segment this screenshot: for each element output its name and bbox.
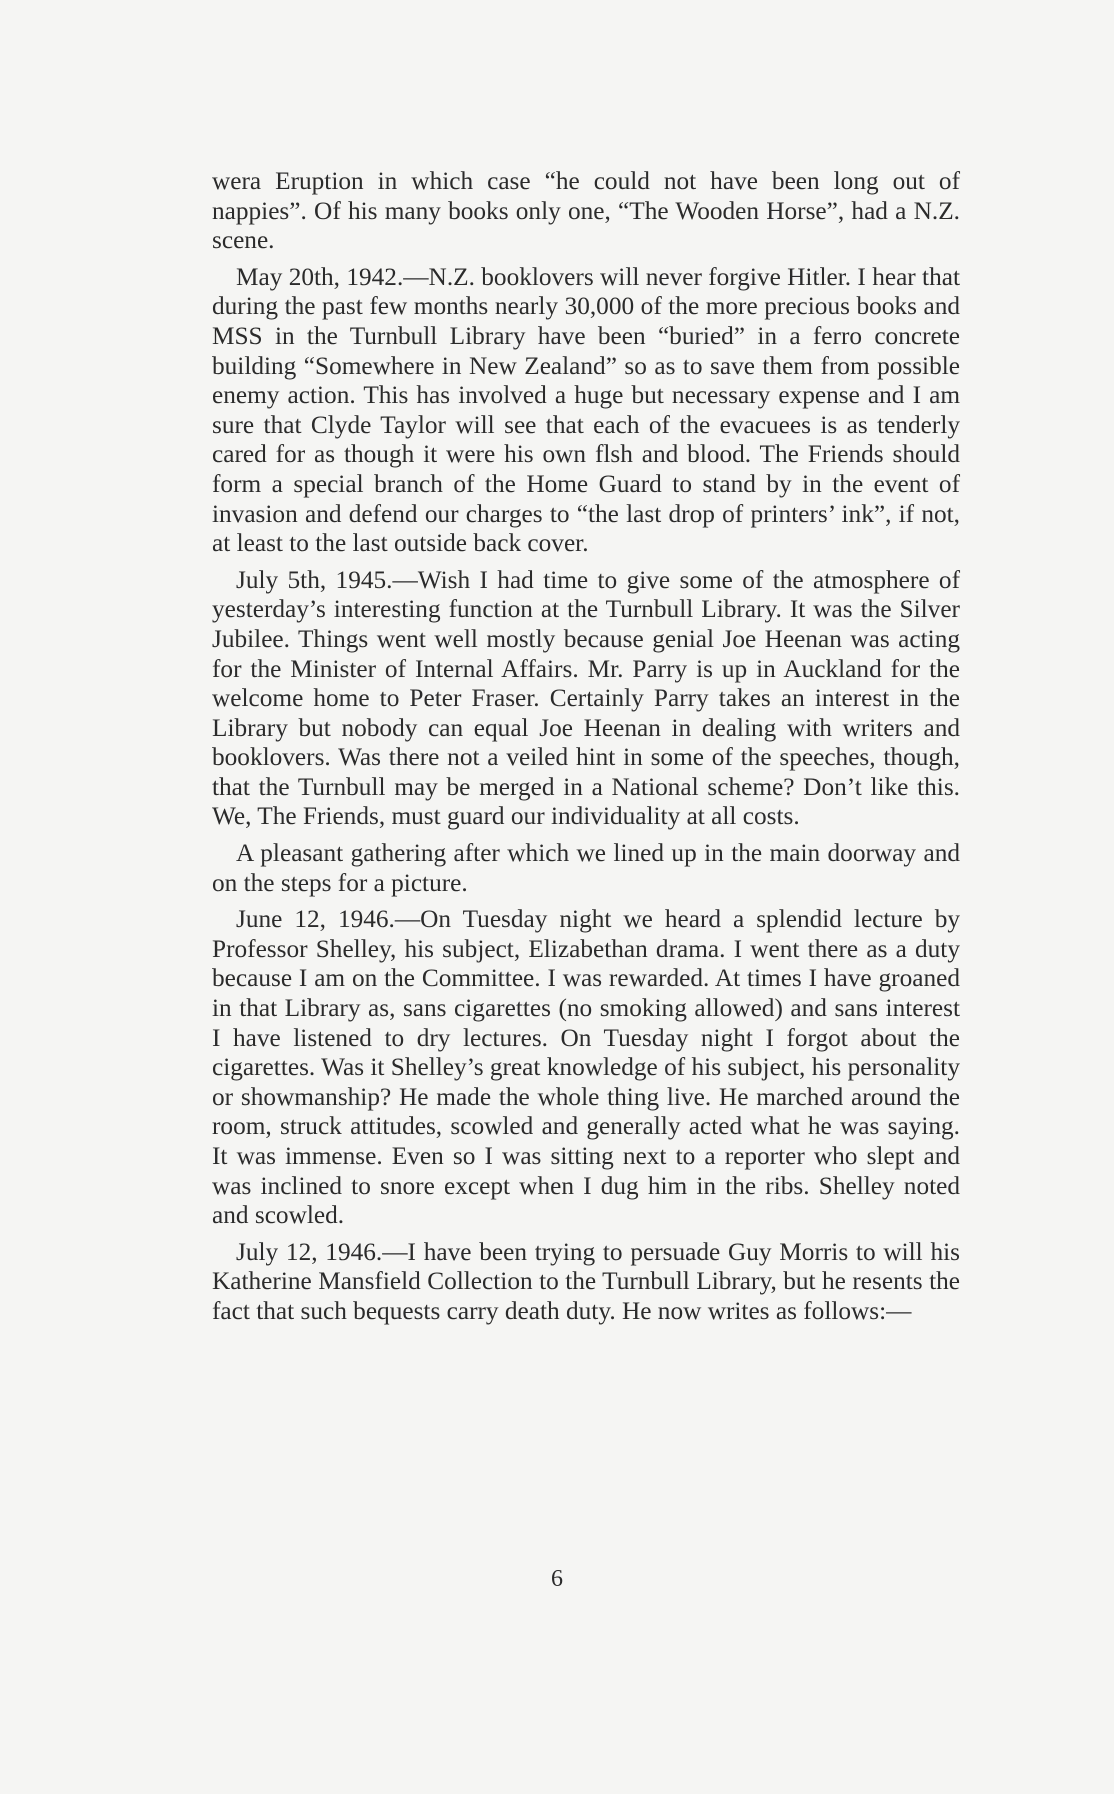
page-number: 6	[551, 1566, 563, 1592]
paragraph-july-1946: July 12, 1946.—I have been trying to persuade Guy Morris to will his Katherine Mansfield Collection to the Turnbull Library, but he resents the fact that such bequests carry death duty. He now writes as follows:—	[212, 1237, 960, 1325]
paragraph-may-1942: May 20th, 1942.—N.Z. booklovers will never forgive Hitler. I hear that during the past few months nearly 30,000 of the more precious books and MSS in the Turnbull Library have been “buried” in a ferro concrete building “Somewhere in New Zealand” so as to save them from possible enemy action. This has involved a huge but necessary expense and I am sure that Clyde Taylor will see that each of the evacuees is as tenderly cared for as though it were his own flsh and blood. The Friends should form a special branch of the Home Guard to stand by in the event of invasion and defend our charges to “the last drop of printers’ ink”, if not, at least to the last outside back cover.	[212, 262, 960, 558]
paragraph-gathering: A pleasant gathering after which we lined up in the main doorway and on the steps for a picture.	[212, 839, 960, 897]
body-text	[212, 167, 960, 1334]
paragraph-july-1945: July 5th, 1945.—Wish I had time to give some of the atmosphere of yesterday’s interesting function at the Turnbull Library. It was the Silver Jubilee. Things went well mostly because genial Joe Heenan was acting for the Minister of Internal Affairs. Mr. Parry is up in Auckland for the welcome home to Peter Fraser. Certainly Parry takes an interest in the Library but nobody can equal Joe Heenan in dealing with writers and booklovers. Was there not a veiled hint in some of the speeches, though, that the Turnbull may be merged in a National scheme? Don’t like this. We, The Friends, must guard our individuality at all costs.	[212, 565, 960, 831]
paragraph-continuation: wera Eruption in which case “he could not have been long out of nappies”. Of his many books only one, “The Wooden Horse”, had a N.Z. scene.	[212, 167, 960, 255]
paragraph-june-1946: June 12, 1946.—On Tuesday night we heard a splendid lecture by Professor Shelley, his subject, Elizabethan drama. I went there as a duty because I am on the Committee. I was rewarded. At times I have groaned in that Library as, sans cigarettes (no smoking allowed) and sans interest I have listened to dry lectures. On Tuesday night I forgot about the cigarettes. Was it Shelley’s great knowledge of his subject, his personality or showmanship? He made the whole thing live. He marched around the room, struck attitudes, scowled and generally acted what he was saying. It was immense. Even so I was sitting next to a reporter who slept and was inclined to snore except when I dug him in the ribs. Shelley noted and scowled.	[212, 905, 960, 1230]
